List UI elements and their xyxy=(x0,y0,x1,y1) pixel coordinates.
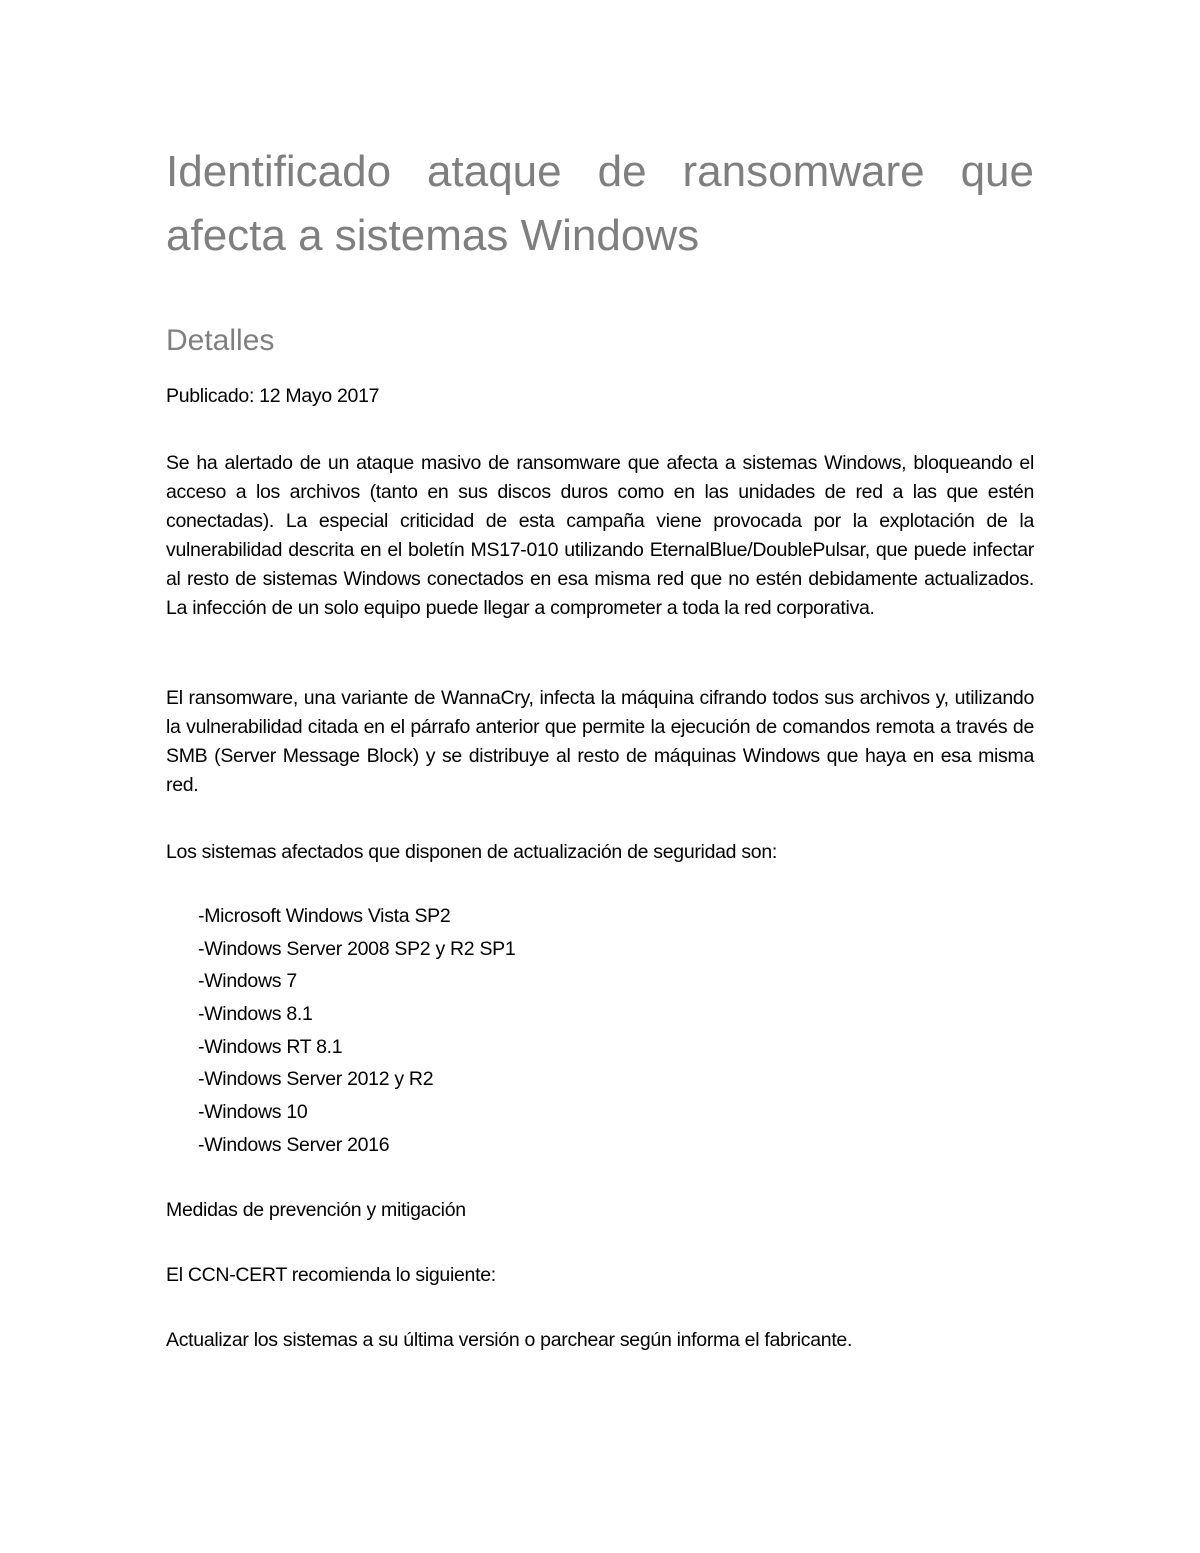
document-title: Identificado ataque de ransomware que afecta a sistemas Windows xyxy=(166,147,1034,260)
list-item: -Windows RT 8.1 xyxy=(198,1035,343,1058)
list-item: -Windows Server 2016 xyxy=(198,1133,390,1156)
list-item: -Windows 8.1 xyxy=(198,1003,313,1026)
list-item: -Windows 10 xyxy=(198,1101,308,1124)
document-page xyxy=(166,0,1034,1553)
published-date: Publicado: 12 Mayo 2017 xyxy=(166,385,380,407)
list-item: -Microsoft Windows Vista SP2 xyxy=(198,905,451,927)
affected-systems-list xyxy=(198,900,515,1162)
measures-heading: Medidas de prevención y mitigación xyxy=(166,1199,466,1221)
affected-systems-lead: Los sistemas afectados que disponen de actualización de seguridad son: xyxy=(166,841,777,863)
section-heading-details: Detalles xyxy=(166,324,275,357)
ccn-cert-recommendation-intro: El CCN-CERT recomienda lo siguiente: xyxy=(166,1264,496,1286)
paragraph-wannacry-description: El ransomware, una variante de WannaCry, infecta la máquina cifrando todos sus archivos y, utilizando la vulnerabilidad citada en el párrafo anterior que permite la ejecución de comandos remota a través de SMB (Server Message Block) y se distribuye al resto de máquinas Windows que haya en esa misma red. xyxy=(166,687,1034,796)
paragraph-attack-overview: Se ha alertado de un ataque masivo de ransomware que afecta a sistemas Windows, bloqueando el acceso a los archivos (tanto en sus discos duros como en las unidades de red a las que estén conectadas). La especial criticidad de esta campaña viene provocada por la explotación de la vulnerabilidad descrita en el boletín MS17-010 utilizando EternalBlue/DoublePulsar, que puede infectar al resto de sistemas Windows conectados en esa misma red que no estén debidamente actualizados. La infección de un solo equipo puede llegar a comprometer a toda la red corporativa. xyxy=(166,452,1034,619)
list-item: -Windows Server 2008 SP2 y R2 SP1 xyxy=(198,937,516,960)
recommendation-update-systems: Actualizar los sistemas a su última versión o parchear según informa el fabricante. xyxy=(166,1329,853,1351)
list-item: -Windows 7 xyxy=(198,970,297,993)
list-item: -Windows Server 2012 y R2 xyxy=(198,1068,434,1091)
